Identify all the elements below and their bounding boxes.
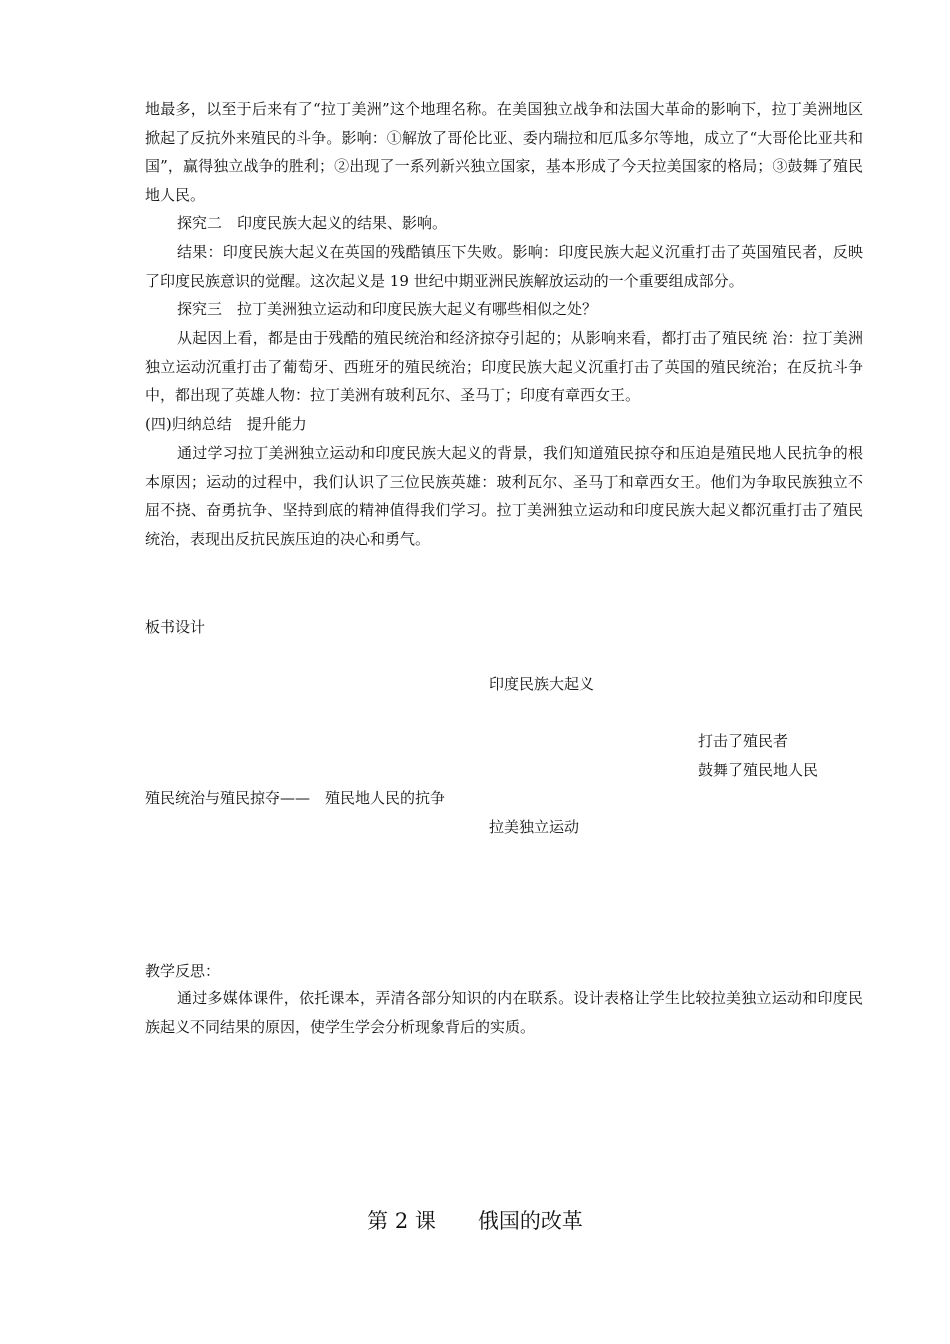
board-cause: 殖民统治与殖民掠夺—— 殖民地人民的抗争 [145,789,446,807]
board-heading: 板书设计 [145,618,206,636]
next-lesson-title: 第 2 课 俄国的改革 [367,1209,583,1233]
intro-paragraph: 地最多，以至于后来有了“拉丁美洲”这个地理名称。在美国独立战争和法国大革命的影响下，拉丁美洲地区掀起了反抗外来殖民的斗争。影响：①解放了哥伦比亚、委内瑞拉和厄瓜多尔等地，成立了“大哥伦比亚共和国”，赢得独立战争的胜利；②出现了一系列新兴独立国家，基本形成了今天拉美国家的格局；③鼓舞了殖民地人民。 [145,100,863,204]
reflection-heading: 教学反思： [145,962,221,980]
board-india: 印度民族大起义 [489,675,595,693]
board-effect1: 打击了殖民者 [698,732,789,750]
board-effect2: 鼓舞了殖民地人民 [698,761,819,779]
explore2-body: 结果：印度民族大起义在英国的残酷镇压下失败。影响：印度民族大起义沉重打击了英国殖民者，反映了印度民族意识的觉醒。这次起义是 19 世纪中期亚洲民族解放运动的一个重要组成部分。 [145,243,863,290]
reflection-body: 通过多媒体课件，依托课本，弄清各部分知识的内在联系。设计表格让学生比较拉美独立运动和印度民族起义不同结果的原因，使学生学会分析现象背后的实质。 [145,989,863,1036]
summary-heading: (四)归纳总结 提升能力 [145,415,307,433]
explore3-heading: 探究三 拉丁美洲独立运动和印度民族大起义有哪些相似之处？ [177,300,598,318]
explore3-body: 从起因上看，都是由于残酷的殖民统治和经济掠夺引起的；从影响来看，都打击了殖民统 治：拉丁美洲独立运动沉重打击了葡萄牙、西班牙的殖民统治；印度民族大起义沉重打击了英国的殖民统治；在反抗斗争中，都出现了英雄人物：拉丁美洲有玻利瓦尔、圣马丁；印度有章西女王。 [145,329,863,404]
board-latam: 拉美独立运动 [489,818,580,836]
summary-body: 通过学习拉丁美洲独立运动和印度民族大起义的背景，我们知道殖民掠夺和压迫是殖民地人民抗争的根本原因；运动的过程中，我们认识了三位民族英雄：玻利瓦尔、圣马丁和章西女王。他们为争取民族独立不屈不挠、奋勇抗争、坚持到底的精神值得我们学习。拉丁美洲独立运动和印度民族大起义都沉重打击了殖民统治，表现出反抗民族压迫的决心和勇气。 [145,444,863,548]
explore2-heading: 探究二 印度民族大起义的结果、影响。 [177,214,448,232]
